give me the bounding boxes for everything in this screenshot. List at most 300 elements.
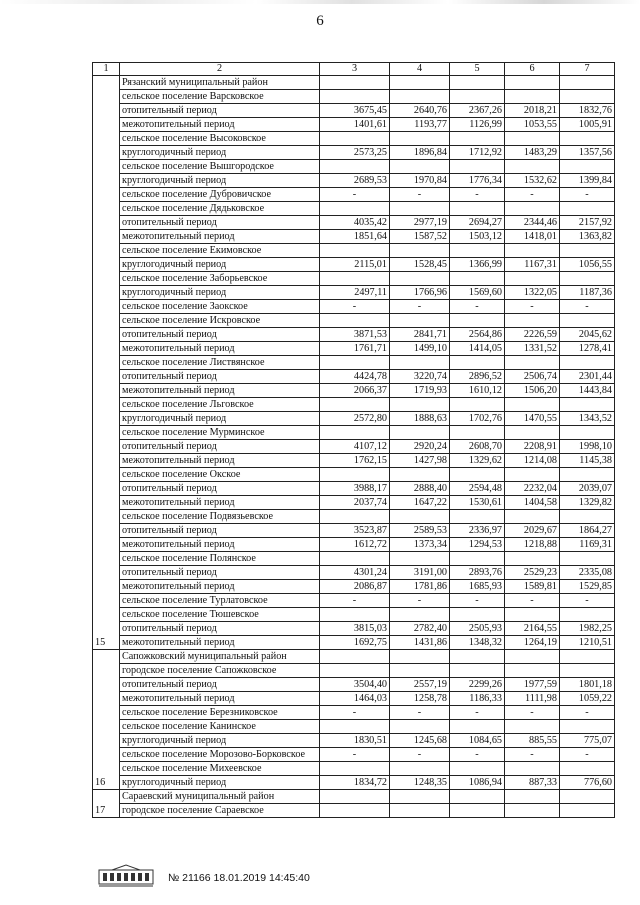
value-cell: 2018,21 — [505, 104, 560, 118]
value-cell: 2589,53 — [390, 524, 450, 538]
value-cell: 1329,82 — [560, 496, 615, 510]
period-label: отопительный период — [120, 482, 320, 496]
empty-cell — [390, 356, 450, 370]
value-cell: 2896,52 — [450, 370, 505, 384]
dash-cell: - — [450, 300, 505, 314]
value-cell: 1278,41 — [560, 342, 615, 356]
page-number: 6 — [316, 13, 324, 29]
dash-cell: - — [390, 300, 450, 314]
value-cell: 1896,84 — [390, 146, 450, 160]
empty-cell — [390, 510, 450, 524]
value-cell: 1647,22 — [390, 496, 450, 510]
value-cell: 1530,61 — [450, 496, 505, 510]
settlement-name: сельское поселение Подвязьевское — [120, 510, 320, 524]
empty-cell — [450, 356, 505, 370]
value-cell: 2694,27 — [450, 216, 505, 230]
tariff-table — [92, 62, 615, 818]
value-cell: 1830,51 — [320, 734, 390, 748]
empty-cell — [560, 272, 615, 286]
district-number: 15 — [93, 76, 120, 650]
empty-cell — [390, 398, 450, 412]
value-cell: 1499,10 — [390, 342, 450, 356]
empty-cell — [560, 132, 615, 146]
table-body — [93, 63, 615, 818]
value-cell: 776,60 — [560, 776, 615, 790]
period-label: круглогодичный период — [120, 412, 320, 426]
settlement-name: сельское поселение Заокское — [120, 300, 320, 314]
empty-cell — [560, 426, 615, 440]
period-row — [93, 496, 615, 510]
value-cell: 1776,34 — [450, 174, 505, 188]
period-label: отопительный период — [120, 524, 320, 538]
value-cell: 2977,19 — [390, 216, 450, 230]
value-cell: 1218,88 — [505, 538, 560, 552]
period-label: межотопительный период — [120, 538, 320, 552]
value-cell: 2497,11 — [320, 286, 390, 300]
settlement-name: сельское поселение Льговское — [120, 398, 320, 412]
value-cell: 2208,91 — [505, 440, 560, 454]
settlement-row — [93, 244, 615, 258]
period-label: круглогодичный период — [120, 174, 320, 188]
value-cell: 2367,26 — [450, 104, 505, 118]
empty-cell — [320, 398, 390, 412]
header-cell: 5 — [450, 63, 505, 76]
settlement-row — [93, 510, 615, 524]
value-cell: 2086,87 — [320, 580, 390, 594]
registration-number: № 21166 18.01.2019 14:45:40 — [168, 872, 310, 884]
value-cell: 2506,74 — [505, 370, 560, 384]
empty-cell — [320, 664, 390, 678]
period-label: межотопительный период — [120, 384, 320, 398]
settlement-name: сельское поселение Екимовское — [120, 244, 320, 258]
value-cell: 1832,76 — [560, 104, 615, 118]
header-cell: 2 — [120, 63, 320, 76]
empty-cell — [450, 426, 505, 440]
value-cell: 2037,74 — [320, 496, 390, 510]
settlement-name: сельское поселение Тюшевское — [120, 608, 320, 622]
dash-cell: - — [320, 188, 390, 202]
value-cell: 2841,71 — [390, 328, 450, 342]
settlement-row — [93, 720, 615, 734]
empty-cell — [390, 804, 450, 818]
value-cell: 1258,78 — [390, 692, 450, 706]
dash-cell: - — [450, 706, 505, 720]
value-cell: 1470,55 — [505, 412, 560, 426]
settlement-row — [93, 426, 615, 440]
dash-cell: - — [320, 748, 390, 762]
settlement-name: сельское поселение Вышгородское — [120, 160, 320, 174]
period-row — [93, 412, 615, 426]
settlement-row — [93, 706, 615, 720]
empty-cell — [390, 272, 450, 286]
empty-cell — [320, 132, 390, 146]
empty-cell — [560, 160, 615, 174]
value-cell: 3504,40 — [320, 678, 390, 692]
document-footer — [98, 864, 398, 894]
value-cell: 1483,29 — [505, 146, 560, 160]
empty-cell — [560, 608, 615, 622]
dash-cell: - — [560, 594, 615, 608]
empty-cell — [450, 76, 505, 90]
value-cell: 1506,20 — [505, 384, 560, 398]
empty-cell — [505, 398, 560, 412]
value-cell: 1169,31 — [560, 538, 615, 552]
value-cell: 1589,81 — [505, 580, 560, 594]
empty-cell — [390, 160, 450, 174]
value-cell: 775,07 — [560, 734, 615, 748]
empty-cell — [390, 202, 450, 216]
value-cell: 1529,85 — [560, 580, 615, 594]
period-row — [93, 524, 615, 538]
value-cell: 3191,00 — [390, 566, 450, 580]
dash-cell: - — [390, 594, 450, 608]
value-cell: 1781,86 — [390, 580, 450, 594]
empty-cell — [505, 650, 560, 664]
value-cell: 1264,19 — [505, 636, 560, 650]
settlement-name: сельское поселение Искровское — [120, 314, 320, 328]
value-cell: 1977,59 — [505, 678, 560, 692]
period-label: межотопительный период — [120, 342, 320, 356]
value-cell: 1864,27 — [560, 524, 615, 538]
value-cell: 2640,76 — [390, 104, 450, 118]
empty-cell — [320, 76, 390, 90]
value-cell: 1464,03 — [320, 692, 390, 706]
header-cell: 3 — [320, 63, 390, 76]
dash-cell: - — [560, 748, 615, 762]
settlement-name: сельское поселение Турлатовское — [120, 594, 320, 608]
value-cell: 1998,10 — [560, 440, 615, 454]
value-cell: 1612,72 — [320, 538, 390, 552]
period-label: межотопительный период — [120, 230, 320, 244]
period-label: отопительный период — [120, 328, 320, 342]
empty-cell — [560, 76, 615, 90]
value-cell: 2344,46 — [505, 216, 560, 230]
empty-cell — [390, 314, 450, 328]
empty-cell — [390, 762, 450, 776]
district-number: 16 — [93, 650, 120, 790]
settlement-name: сельское поселение Заборьевское — [120, 272, 320, 286]
empty-cell — [320, 790, 390, 804]
value-cell: 1059,22 — [560, 692, 615, 706]
value-cell: 1431,86 — [390, 636, 450, 650]
value-cell: 1528,45 — [390, 258, 450, 272]
empty-cell — [560, 356, 615, 370]
empty-cell — [320, 468, 390, 482]
period-label: межотопительный период — [120, 454, 320, 468]
settlement-row — [93, 748, 615, 762]
value-cell: 1343,52 — [560, 412, 615, 426]
value-cell: 1982,25 — [560, 622, 615, 636]
empty-cell — [320, 804, 390, 818]
settlement-name: сельское поселение Высоковское — [120, 132, 320, 146]
settlement-row — [93, 356, 615, 370]
value-cell: 1851,64 — [320, 230, 390, 244]
period-row — [93, 370, 615, 384]
value-cell: 1248,35 — [390, 776, 450, 790]
empty-cell — [390, 608, 450, 622]
period-label: круглогодичный период — [120, 258, 320, 272]
period-label: межотопительный период — [120, 496, 320, 510]
period-row — [93, 118, 615, 132]
period-row — [93, 538, 615, 552]
empty-cell — [450, 272, 505, 286]
value-cell: 2115,01 — [320, 258, 390, 272]
header-cell: 6 — [505, 63, 560, 76]
empty-cell — [450, 608, 505, 622]
period-label: круглогодичный период — [120, 776, 320, 790]
empty-cell — [505, 202, 560, 216]
settlement-row — [93, 202, 615, 216]
period-row — [93, 146, 615, 160]
value-cell: 1685,93 — [450, 580, 505, 594]
empty-cell — [390, 468, 450, 482]
value-cell: 2039,07 — [560, 482, 615, 496]
settlement-name: сельское поселение Полянское — [120, 552, 320, 566]
period-row — [93, 678, 615, 692]
empty-cell — [560, 202, 615, 216]
value-cell: 1322,05 — [505, 286, 560, 300]
value-cell: 1331,52 — [505, 342, 560, 356]
empty-cell — [560, 398, 615, 412]
period-label: отопительный период — [120, 370, 320, 384]
dash-cell: - — [505, 594, 560, 608]
period-label: отопительный период — [120, 216, 320, 230]
empty-cell — [320, 762, 390, 776]
empty-cell — [320, 272, 390, 286]
settlement-name: городское поселение Сараевское — [120, 804, 320, 818]
settlement-row — [93, 272, 615, 286]
value-cell: 1834,72 — [320, 776, 390, 790]
value-cell: 2226,59 — [505, 328, 560, 342]
empty-cell — [505, 468, 560, 482]
empty-cell — [505, 720, 560, 734]
empty-cell — [390, 76, 450, 90]
period-label: отопительный период — [120, 566, 320, 580]
period-row — [93, 734, 615, 748]
value-cell: 1363,82 — [560, 230, 615, 244]
value-cell: 1766,96 — [390, 286, 450, 300]
empty-cell — [450, 510, 505, 524]
empty-cell — [505, 664, 560, 678]
empty-cell — [560, 790, 615, 804]
settlement-row — [93, 132, 615, 146]
value-cell: 2893,76 — [450, 566, 505, 580]
period-label: отопительный период — [120, 622, 320, 636]
empty-cell — [320, 314, 390, 328]
value-cell: 3523,87 — [320, 524, 390, 538]
period-row — [93, 384, 615, 398]
settlement-name: сельское поселение Дядьковское — [120, 202, 320, 216]
empty-cell — [450, 720, 505, 734]
value-cell: 2157,92 — [560, 216, 615, 230]
settlement-name: сельское поселение Дубровичское — [120, 188, 320, 202]
period-row — [93, 258, 615, 272]
value-cell: 1712,92 — [450, 146, 505, 160]
period-label: отопительный период — [120, 440, 320, 454]
period-row — [93, 692, 615, 706]
empty-cell — [505, 244, 560, 258]
value-cell: 1329,62 — [450, 454, 505, 468]
value-cell: 2232,04 — [505, 482, 560, 496]
value-cell: 1702,76 — [450, 412, 505, 426]
empty-cell — [560, 650, 615, 664]
value-cell: 2572,80 — [320, 412, 390, 426]
value-cell: 887,33 — [505, 776, 560, 790]
settlement-row — [93, 90, 615, 104]
value-cell: 3988,17 — [320, 482, 390, 496]
value-cell: 2564,86 — [450, 328, 505, 342]
period-label: круглогодичный период — [120, 146, 320, 160]
value-cell: 1193,77 — [390, 118, 450, 132]
period-label: межотопительный период — [120, 118, 320, 132]
empty-cell — [450, 244, 505, 258]
empty-cell — [320, 510, 390, 524]
period-row — [93, 776, 615, 790]
empty-cell — [450, 804, 505, 818]
settlement-row — [93, 594, 615, 608]
empty-cell — [505, 132, 560, 146]
period-row — [93, 566, 615, 580]
empty-cell — [320, 160, 390, 174]
settlement-row — [93, 160, 615, 174]
value-cell: 2336,97 — [450, 524, 505, 538]
value-cell: 1053,55 — [505, 118, 560, 132]
value-cell: 4301,24 — [320, 566, 390, 580]
empty-cell — [560, 90, 615, 104]
empty-cell — [390, 132, 450, 146]
empty-cell — [560, 510, 615, 524]
dash-cell: - — [320, 706, 390, 720]
district-name: Сараевский муниципальный район — [120, 790, 320, 804]
header-row — [93, 63, 615, 76]
empty-cell — [320, 650, 390, 664]
settlement-name: городское поселение Сапожковское — [120, 664, 320, 678]
value-cell: 1126,99 — [450, 118, 505, 132]
scan-edge-artifact — [0, 0, 640, 4]
value-cell: 4107,12 — [320, 440, 390, 454]
value-cell: 1418,01 — [505, 230, 560, 244]
dash-cell: - — [505, 706, 560, 720]
value-cell: 2689,53 — [320, 174, 390, 188]
empty-cell — [505, 90, 560, 104]
period-label: круглогодичный период — [120, 286, 320, 300]
district-name: Рязанский муниципальный район — [120, 76, 320, 90]
empty-cell — [390, 552, 450, 566]
dash-cell: - — [390, 748, 450, 762]
value-cell: 1761,71 — [320, 342, 390, 356]
header-cell: 4 — [390, 63, 450, 76]
value-cell: 1145,38 — [560, 454, 615, 468]
settlement-row — [93, 314, 615, 328]
value-cell: 2557,19 — [390, 678, 450, 692]
settlement-row — [93, 552, 615, 566]
value-cell: 1294,53 — [450, 538, 505, 552]
period-row — [93, 622, 615, 636]
period-row — [93, 286, 615, 300]
period-row — [93, 230, 615, 244]
value-cell: 1888,63 — [390, 412, 450, 426]
value-cell: 1801,18 — [560, 678, 615, 692]
value-cell: 2594,48 — [450, 482, 505, 496]
value-cell: 3675,45 — [320, 104, 390, 118]
value-cell: 1569,60 — [450, 286, 505, 300]
empty-cell — [320, 608, 390, 622]
empty-cell — [450, 552, 505, 566]
empty-cell — [450, 398, 505, 412]
empty-cell — [320, 244, 390, 258]
value-cell: 1503,12 — [450, 230, 505, 244]
settlement-row — [93, 188, 615, 202]
empty-cell — [450, 132, 505, 146]
period-label: круглогодичный период — [120, 734, 320, 748]
settlement-name: сельское поселение Варсковское — [120, 90, 320, 104]
empty-cell — [320, 356, 390, 370]
dash-cell: - — [505, 188, 560, 202]
value-cell: 2335,08 — [560, 566, 615, 580]
value-cell: 1719,93 — [390, 384, 450, 398]
value-cell: 1587,52 — [390, 230, 450, 244]
settlement-row — [93, 468, 615, 482]
value-cell: 2920,24 — [390, 440, 450, 454]
period-label: межотопительный период — [120, 692, 320, 706]
settlement-row — [93, 664, 615, 678]
settlement-row — [93, 398, 615, 412]
value-cell: 1357,56 — [560, 146, 615, 160]
dash-cell: - — [505, 300, 560, 314]
settlement-name: сельское поселение Морозово-Борковское — [120, 748, 320, 762]
value-cell: 885,55 — [505, 734, 560, 748]
value-cell: 2782,40 — [390, 622, 450, 636]
empty-cell — [505, 356, 560, 370]
value-cell: 3815,03 — [320, 622, 390, 636]
district-row — [93, 790, 615, 804]
district-row — [93, 650, 615, 664]
period-row — [93, 216, 615, 230]
dash-cell: - — [390, 188, 450, 202]
empty-cell — [390, 790, 450, 804]
period-row — [93, 440, 615, 454]
district-number: 17 — [93, 790, 120, 818]
dash-cell: - — [450, 188, 505, 202]
empty-cell — [505, 790, 560, 804]
value-cell: 1404,58 — [505, 496, 560, 510]
value-cell: 2045,62 — [560, 328, 615, 342]
empty-cell — [560, 804, 615, 818]
empty-cell — [450, 314, 505, 328]
empty-cell — [320, 90, 390, 104]
dash-cell: - — [560, 300, 615, 314]
settlement-row — [93, 300, 615, 314]
value-cell: 1214,08 — [505, 454, 560, 468]
value-cell: 1532,62 — [505, 174, 560, 188]
settlement-row — [93, 762, 615, 776]
empty-cell — [505, 510, 560, 524]
empty-cell — [450, 202, 505, 216]
empty-cell — [505, 804, 560, 818]
value-cell: 2608,70 — [450, 440, 505, 454]
empty-cell — [560, 468, 615, 482]
value-cell: 1427,98 — [390, 454, 450, 468]
value-cell: 1084,65 — [450, 734, 505, 748]
empty-cell — [505, 552, 560, 566]
value-cell: 1005,91 — [560, 118, 615, 132]
value-cell: 1610,12 — [450, 384, 505, 398]
settlement-name: сельское поселение Листвянское — [120, 356, 320, 370]
empty-cell — [505, 160, 560, 174]
empty-cell — [560, 720, 615, 734]
settlement-name: сельское поселение Михеевское — [120, 762, 320, 776]
empty-cell — [390, 720, 450, 734]
